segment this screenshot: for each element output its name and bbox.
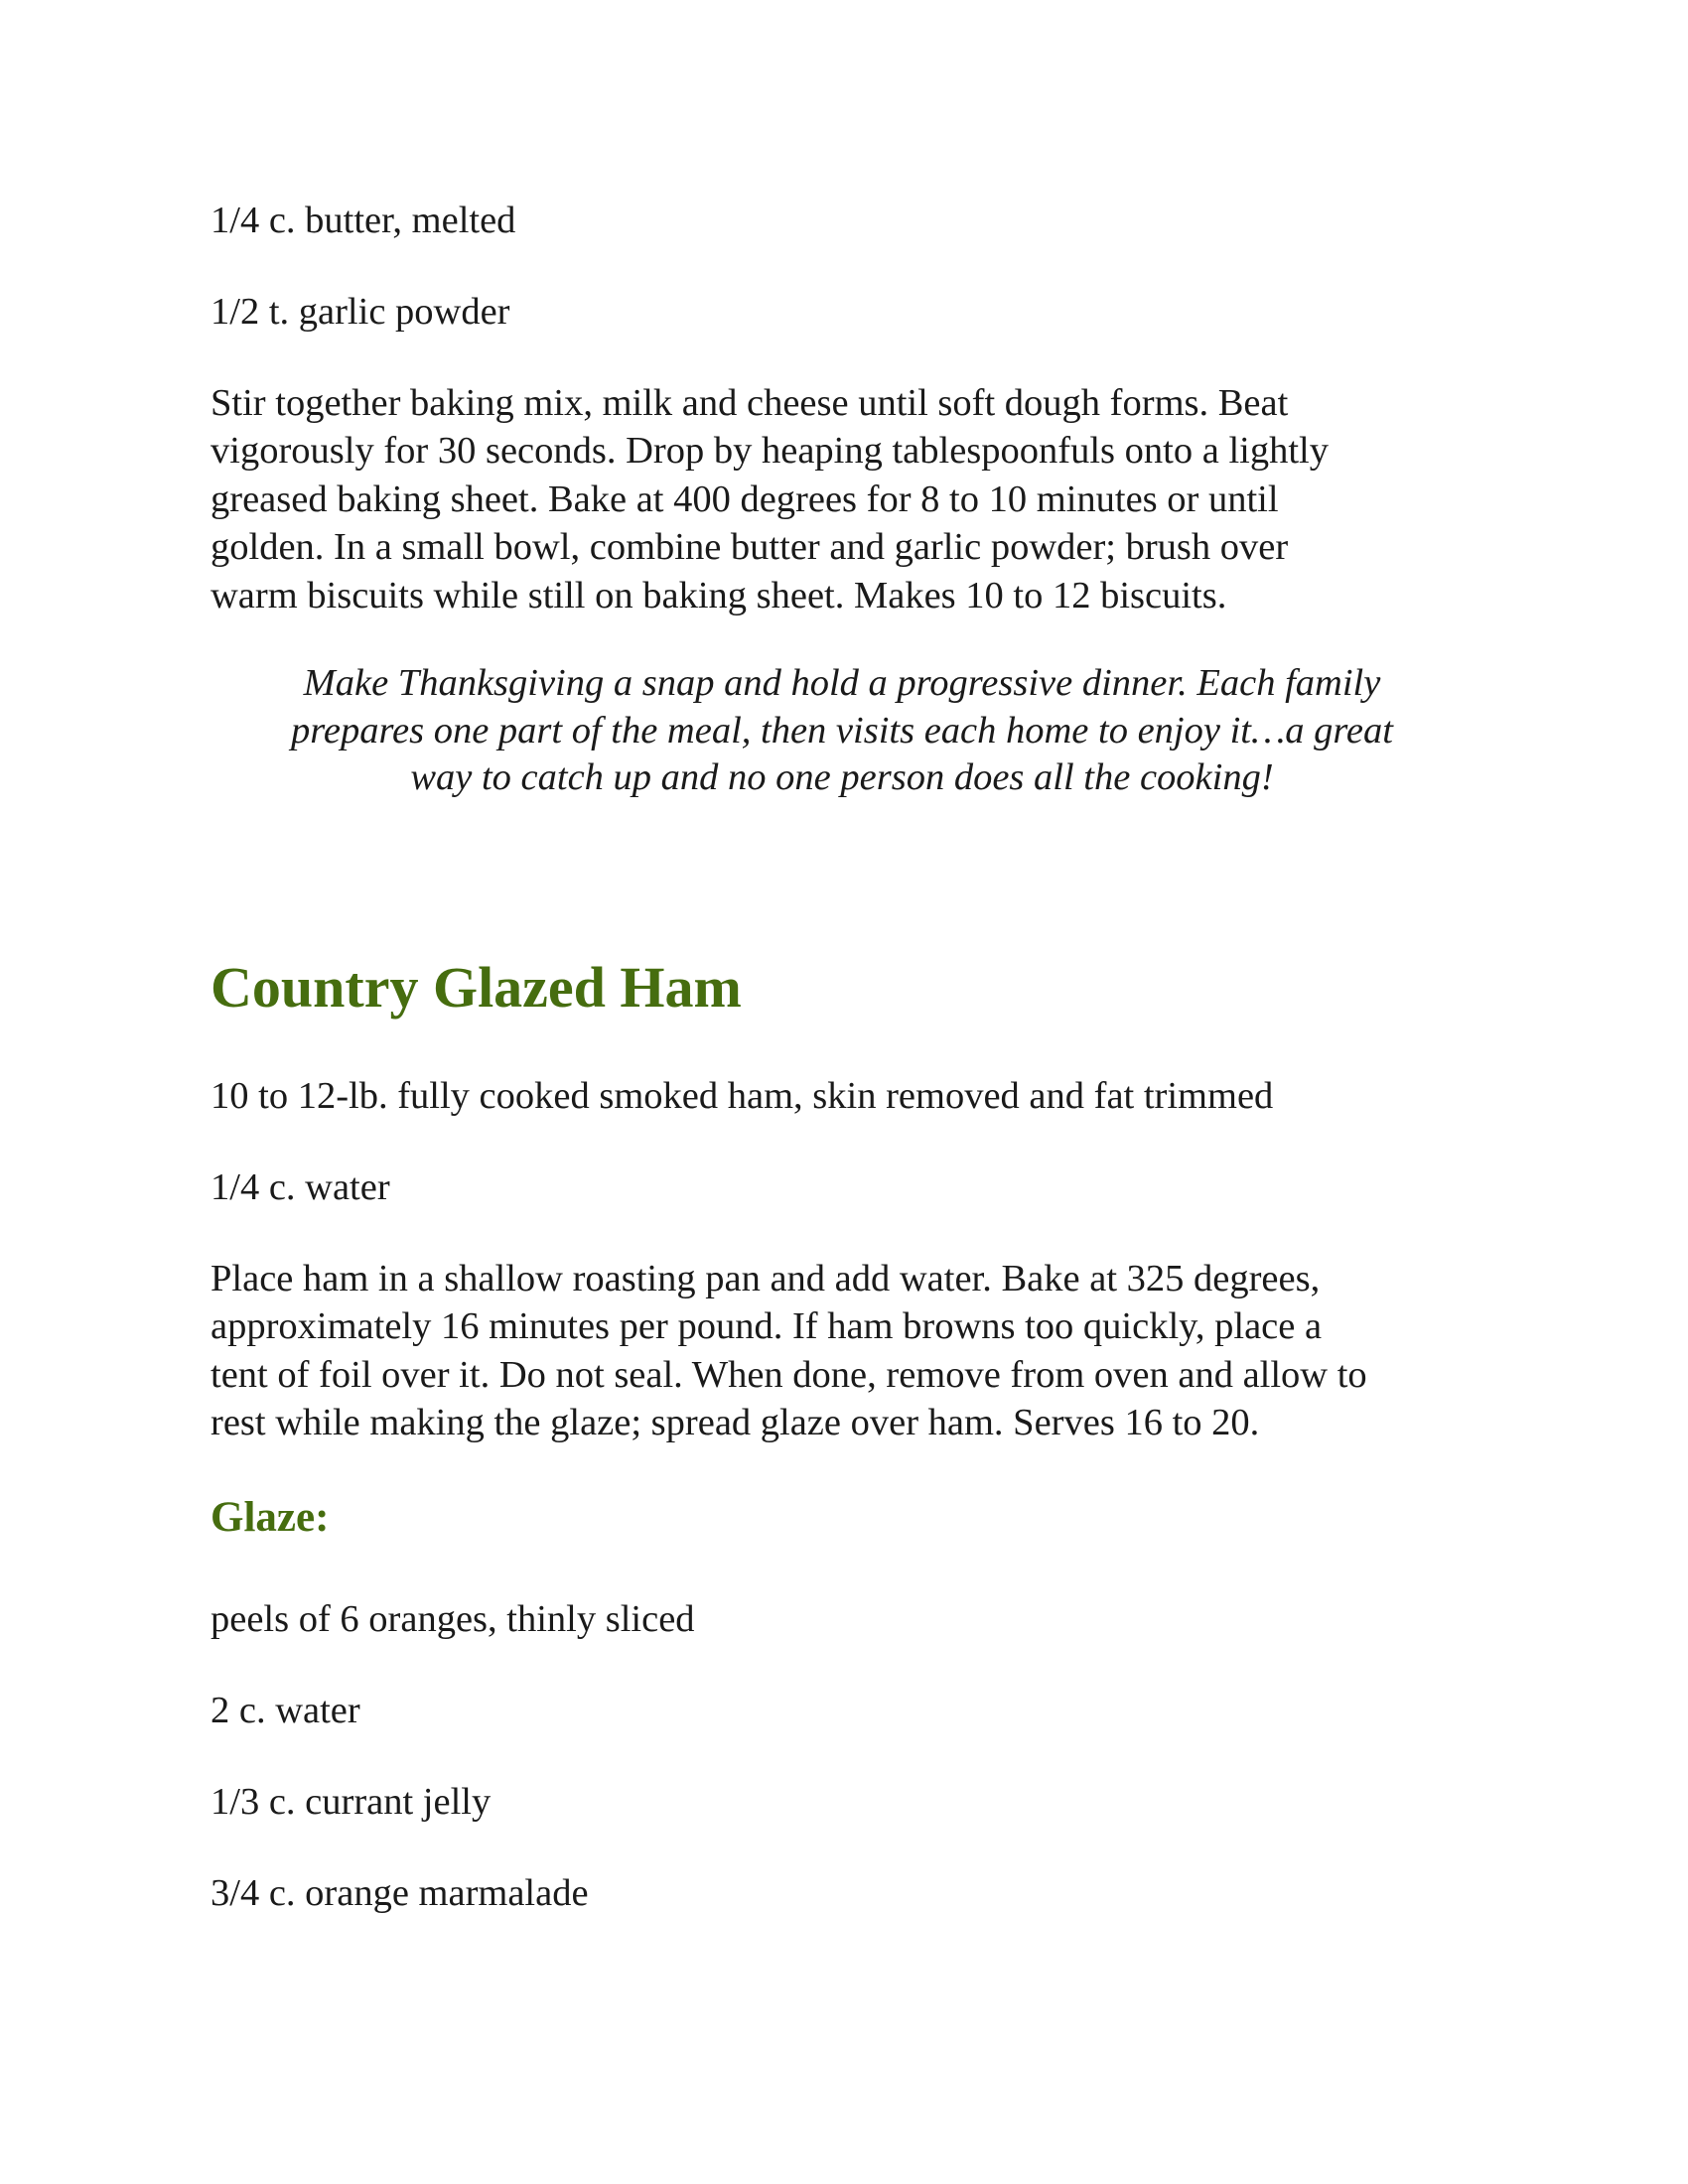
holiday-tip — [211, 660, 1474, 802]
directions-line: Stir together baking mix, milk and cheese until soft dough forms. Beat — [211, 382, 1289, 424]
tip-line: prepares one part of the meal, then visits each home to enjoy it…a great — [291, 709, 1393, 751]
directions-line: rest while making the glaze; spread glaze over ham. Serves 16 to 20. — [211, 1402, 1260, 1444]
directions-line: golden. In a small bowl, combine butter and garlic powder; brush over — [211, 526, 1289, 569]
directions-line: Place ham in a shallow roasting pan and add water. Bake at 325 degrees, — [211, 1258, 1321, 1299]
glaze-ingredient: 2 c. water — [211, 1690, 360, 1731]
directions-line: tent of foil over it. Do not seal. When done, remove from oven and allow to — [211, 1353, 1367, 1396]
biscuits-ingredient: 1/4 c. butter, melted — [211, 200, 516, 241]
glaze-ingredient: 1/3 c. currant jelly — [211, 1781, 492, 1823]
biscuits-directions — [211, 379, 1491, 619]
glaze-ingredient: 3/4 c. orange marmalade — [211, 1872, 589, 1914]
ham-directions — [211, 1255, 1491, 1447]
recipe-title: Country Glazed Ham — [211, 955, 742, 1020]
glaze-heading: Glaze: — [211, 1494, 330, 1541]
directions-line: vigorously for 30 seconds. Drop by heaping tablespoonfuls onto a lightly — [211, 430, 1329, 473]
tip-line: way to catch up and no one person does all the cooking! — [410, 756, 1274, 799]
glaze-ingredient: peels of 6 oranges, thinly sliced — [211, 1598, 695, 1640]
biscuits-ingredient: 1/2 t. garlic powder — [211, 291, 510, 333]
directions-line: greased baking sheet. Bake at 400 degrees for 8 to 10 minutes or until — [211, 478, 1279, 520]
directions-line: warm biscuits while still on baking sheet. Makes 10 to 12 biscuits. — [211, 574, 1227, 616]
ham-ingredient: 1/4 c. water — [211, 1166, 390, 1208]
ham-ingredient: 10 to 12-lb. fully cooked smoked ham, skin removed and fat trimmed — [211, 1075, 1274, 1117]
directions-line: approximately 16 minutes per pound. If ham browns too quickly, place a — [211, 1305, 1323, 1348]
tip-line: Make Thanksgiving a snap and hold a progressive dinner. Each family — [303, 662, 1381, 704]
